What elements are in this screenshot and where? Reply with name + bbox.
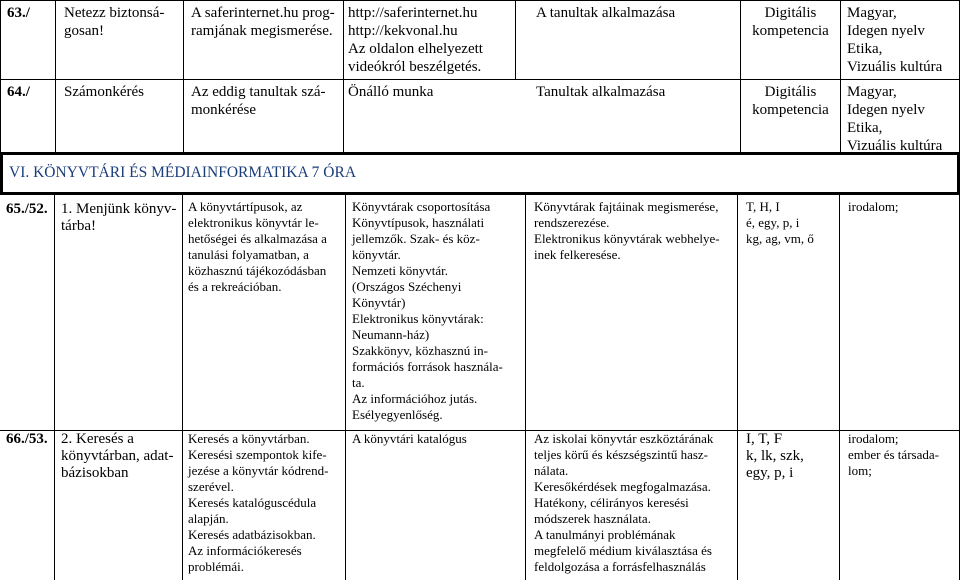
lesson-concepts: T, H, I é, egy, p, i kg, ag, vm, ő [738,195,840,430]
lesson-concepts: I, T, F k, lk, szk, egy, p, i [738,431,840,580]
lesson-number: 64./ [1,80,56,152]
lesson-competence: Digitális kompetencia [741,80,841,152]
lesson-table [0,195,960,580]
lesson-number: 65./52. [0,195,55,430]
lesson-content: Könyvtárak csoportosítása Könyvtípusok, használati jellemzők. Szak- és köz- könyvtár. Nemzeti könyvtár. (Országos Széchenyi Könyvtár) Elektronikus könyvtárak: Neumann-ház) Szakkönyv, közhasznú in- formációs források használa- ta. Az információhoz jutás. Esélyegyenlőség. [346,195,526,430]
section-heading: VI. KÖNYVTÁRI ÉS MÉDIAINFORMATIKA 7 ÓRA [0,152,960,195]
lesson-content: http://saferinternet.hu http://kekvonal.hu Az oldalon elhelyezett videókról beszélgetés. [344,1,516,79]
lesson-links: irodalom; ember és társada- lom; [840,431,960,580]
lesson-title: Számonkérés [56,80,184,152]
lesson-topic: A saferinternet.hu prog- ramjának megismerése. [184,1,344,79]
lesson-goals: A könyvtártípusok, az elektronikus könyvtár le- hetőségei és alkalmazása a tanulási folyamatban, a közhasznú tájékozódásban és a rekreációban. [183,195,346,430]
lesson-competence: Digitális kompetencia [741,1,841,79]
lesson-topic: Az eddig tanultak szá- monkérése [184,80,344,152]
lesson-content: A könyvtári katalógus [346,431,526,580]
lesson-method: A tanultak alkalmazása [516,1,741,79]
lesson-activities: Az iskolai könyvtár eszköztárának teljes körű és készségszintű hasz- nálata. Keresőkérdések megfogalmazása. Hatékony, célirányos keresési módszerek használata. A tanulmányi problémának megfelelő médium kiválasztása és feldolgozása a forrásfelhasználás [526,431,738,580]
lesson-links: Magyar, Idegen nyelv Etika, Vizuális kultúra [847,84,943,154]
lesson-method: Tanultak alkalmazása [516,80,741,152]
lesson-number: 66./53. [0,431,55,580]
lesson-title: 2. Keresés a könyvtárban, adat- bázisokban [55,431,183,580]
lesson-goals: Keresés a könyvtárban. Keresési szempontok kife- jezése a könyvtár kódrend- szerével. Keresés katalóguscédula alapján. Keresés adatbázisokban. Az információkeresés problémái. [183,431,346,580]
table-row-63 [0,0,960,80]
lesson-links: irodalom; [840,195,960,430]
lesson-links: Magyar, Idegen nyelv Etika, Vizuális kultúra [847,5,943,75]
lesson-title: Netezz biztonsá- gosan! [56,1,184,79]
lesson-content: Önálló munka [348,84,434,100]
lesson-number: 63./ [1,1,56,79]
lesson-activities: Könyvtárak fajtáinak megismerése, rendszerezése. Elektronikus könyvtárak webhelye- inek felkeresése. [526,195,738,430]
table-row-64 [0,79,960,153]
lesson-title: 1. Menjünk könyv- tárba! [55,195,183,430]
